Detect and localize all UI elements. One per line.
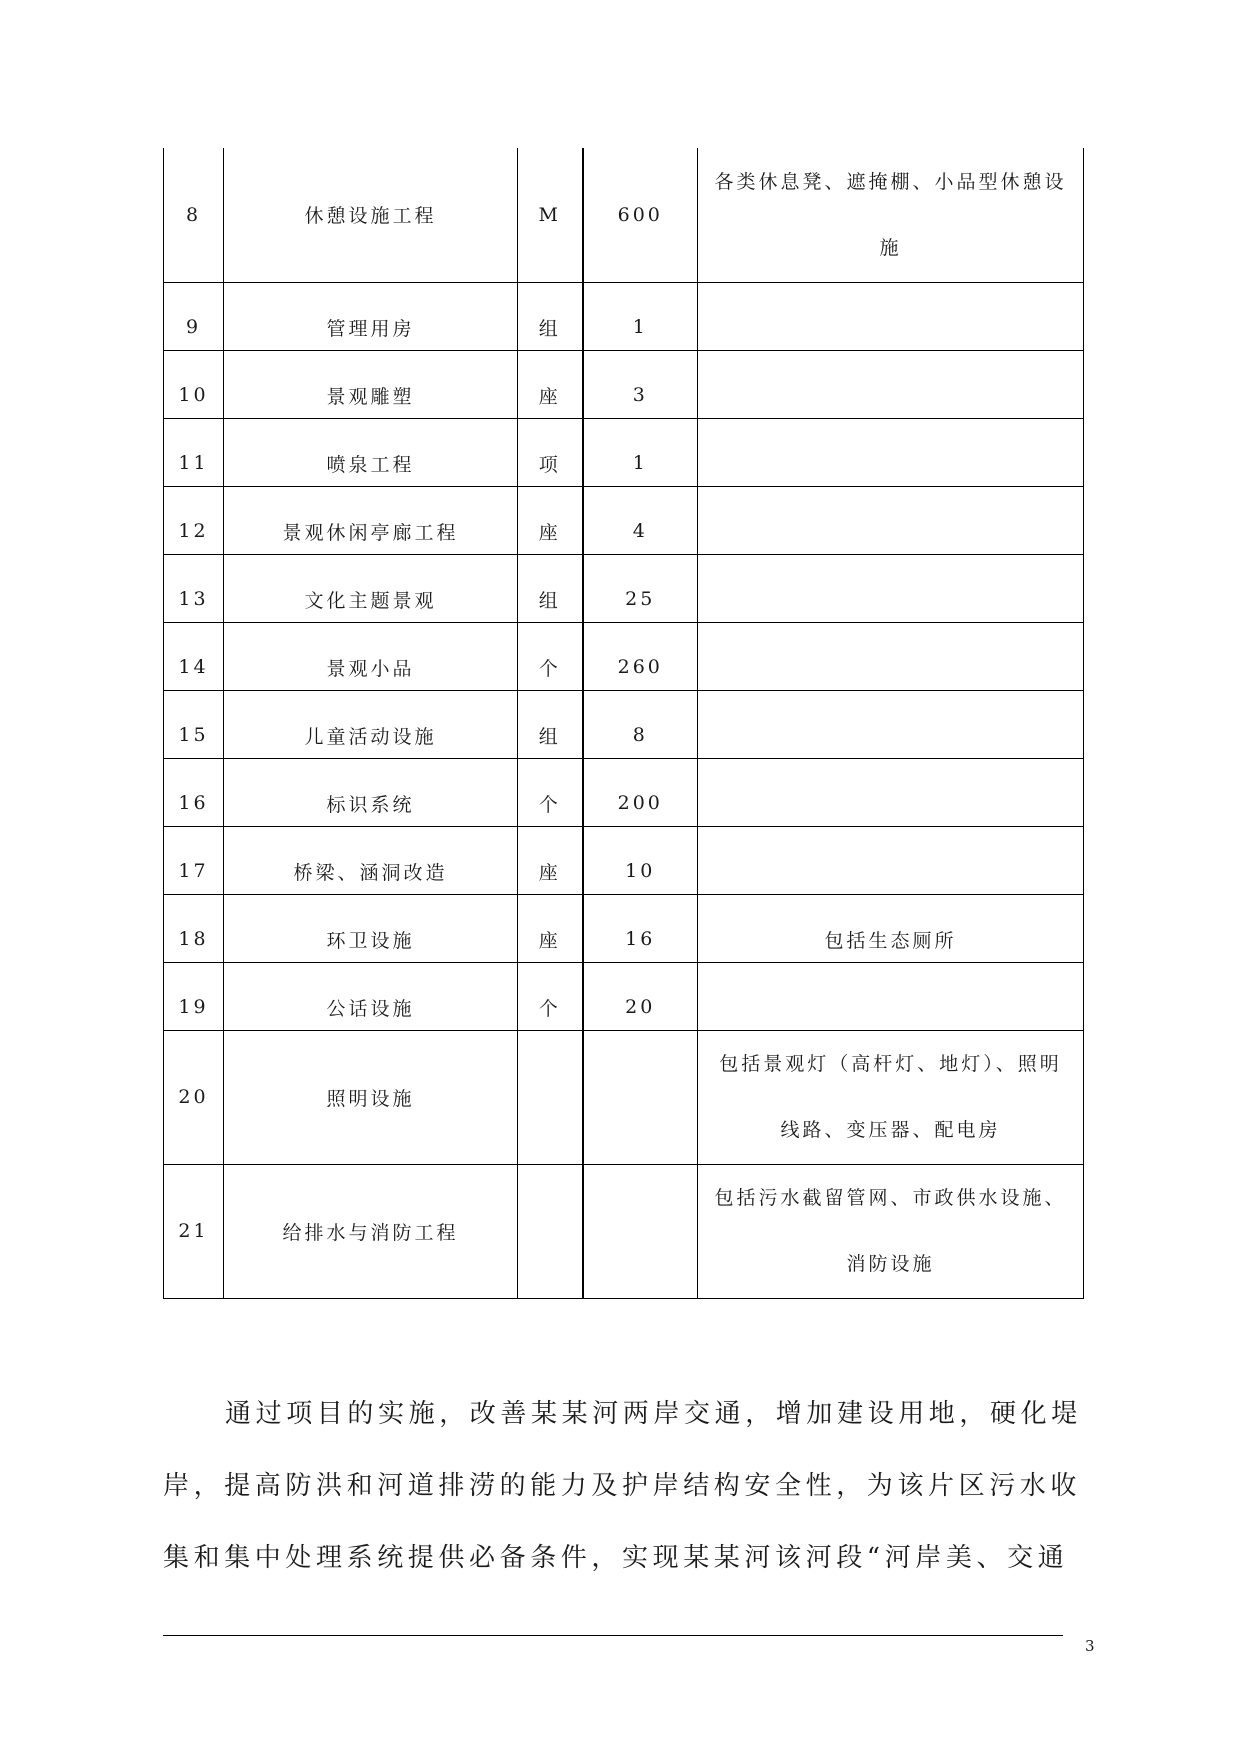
item-unit: 座 — [518, 486, 583, 554]
item-quantity: 3 — [583, 350, 698, 418]
item-note — [698, 1164, 1084, 1298]
row-number: 11 — [164, 418, 224, 486]
item-name: 景观小品 — [224, 622, 518, 690]
table-row — [164, 486, 1084, 554]
item-note-text: 包括景观灯（高杆灯、地灯）、照明线路、变压器、配电房 — [719, 1053, 1062, 1141]
row-number: 10 — [164, 350, 224, 418]
item-unit: 组 — [518, 690, 583, 758]
item-unit — [518, 1164, 583, 1298]
item-quantity: 16 — [583, 894, 698, 962]
table-row — [164, 554, 1084, 622]
table-row — [164, 622, 1084, 690]
item-note — [698, 826, 1084, 894]
item-name: 儿童活动设施 — [224, 690, 518, 758]
table-row — [164, 690, 1084, 758]
page-number: 3 — [1085, 1637, 1095, 1655]
row-number: 14 — [164, 622, 224, 690]
footer-rule — [163, 1635, 1063, 1636]
row-number: 19 — [164, 962, 224, 1030]
item-note — [698, 1030, 1084, 1164]
body-paragraph: 通过项目的实施，改善某某河两岸交通，增加建设用地，硬化堤岸，提高防洪和河道排涝的能力及护岸结构安全性，为该片区污水收集和集中处理系统提供必备条件，实现某某河该河段“河岸美、交通 — [163, 1399, 1082, 1573]
item-quantity: 1 — [583, 418, 698, 486]
item-note — [698, 282, 1084, 350]
table-row — [164, 282, 1084, 350]
row-number: 17 — [164, 826, 224, 894]
item-note — [698, 486, 1084, 554]
item-unit: 座 — [518, 826, 583, 894]
item-quantity — [583, 1164, 698, 1298]
table-row — [164, 894, 1084, 962]
item-note — [698, 554, 1084, 622]
item-unit: 座 — [518, 350, 583, 418]
item-name: 管理用房 — [224, 282, 518, 350]
item-name: 公话设施 — [224, 962, 518, 1030]
row-number: 13 — [164, 554, 224, 622]
item-unit: 个 — [518, 962, 583, 1030]
item-unit: 项 — [518, 418, 583, 486]
item-quantity: 25 — [583, 554, 698, 622]
project-table — [163, 148, 1084, 1299]
item-quantity: 1 — [583, 282, 698, 350]
item-quantity: 260 — [583, 622, 698, 690]
row-number: 8 — [164, 148, 224, 282]
item-note — [698, 148, 1084, 282]
item-note — [698, 962, 1084, 1030]
item-unit: 组 — [518, 282, 583, 350]
item-note — [698, 350, 1084, 418]
item-note — [698, 622, 1084, 690]
item-note-text: 包括污水截留管网、市政供水设施、消防设施 — [714, 1187, 1067, 1275]
item-quantity: 20 — [583, 962, 698, 1030]
item-quantity: 8 — [583, 690, 698, 758]
item-name: 环卫设施 — [224, 894, 518, 962]
item-quantity: 600 — [583, 148, 698, 282]
item-note-text: 各类休息凳、遮掩棚、小品型休憩设施 — [714, 170, 1067, 259]
row-number: 16 — [164, 758, 224, 826]
item-unit: 座 — [518, 894, 583, 962]
item-quantity: 10 — [583, 826, 698, 894]
item-name: 照明设施 — [224, 1030, 518, 1164]
item-unit: 个 — [518, 758, 583, 826]
row-number: 20 — [164, 1030, 224, 1164]
table-row — [164, 758, 1084, 826]
table-row — [164, 1164, 1084, 1298]
item-note — [698, 690, 1084, 758]
item-quantity: 200 — [583, 758, 698, 826]
table-row — [164, 418, 1084, 486]
table-row — [164, 826, 1084, 894]
item-name: 景观雕塑 — [224, 350, 518, 418]
table-row — [164, 148, 1084, 282]
item-name: 喷泉工程 — [224, 418, 518, 486]
item-unit: 组 — [518, 554, 583, 622]
item-quantity: 4 — [583, 486, 698, 554]
item-unit — [518, 1030, 583, 1164]
item-unit: 个 — [518, 622, 583, 690]
row-number: 9 — [164, 282, 224, 350]
item-note — [698, 418, 1084, 486]
table-row — [164, 350, 1084, 418]
item-name: 文化主题景观 — [224, 554, 518, 622]
row-number: 15 — [164, 690, 224, 758]
item-note: 包括生态厕所 — [698, 894, 1084, 962]
table-row — [164, 962, 1084, 1030]
row-number: 18 — [164, 894, 224, 962]
item-name: 标识系统 — [224, 758, 518, 826]
item-name: 景观休闲亭廊工程 — [224, 486, 518, 554]
item-name: 给排水与消防工程 — [224, 1164, 518, 1298]
item-name: 休憩设施工程 — [224, 148, 518, 282]
item-unit: M — [518, 148, 583, 282]
table-row — [164, 1030, 1084, 1164]
item-name: 桥梁、涵洞改造 — [224, 826, 518, 894]
row-number: 21 — [164, 1164, 224, 1298]
item-quantity — [583, 1030, 698, 1164]
item-note — [698, 758, 1084, 826]
row-number: 12 — [164, 486, 224, 554]
